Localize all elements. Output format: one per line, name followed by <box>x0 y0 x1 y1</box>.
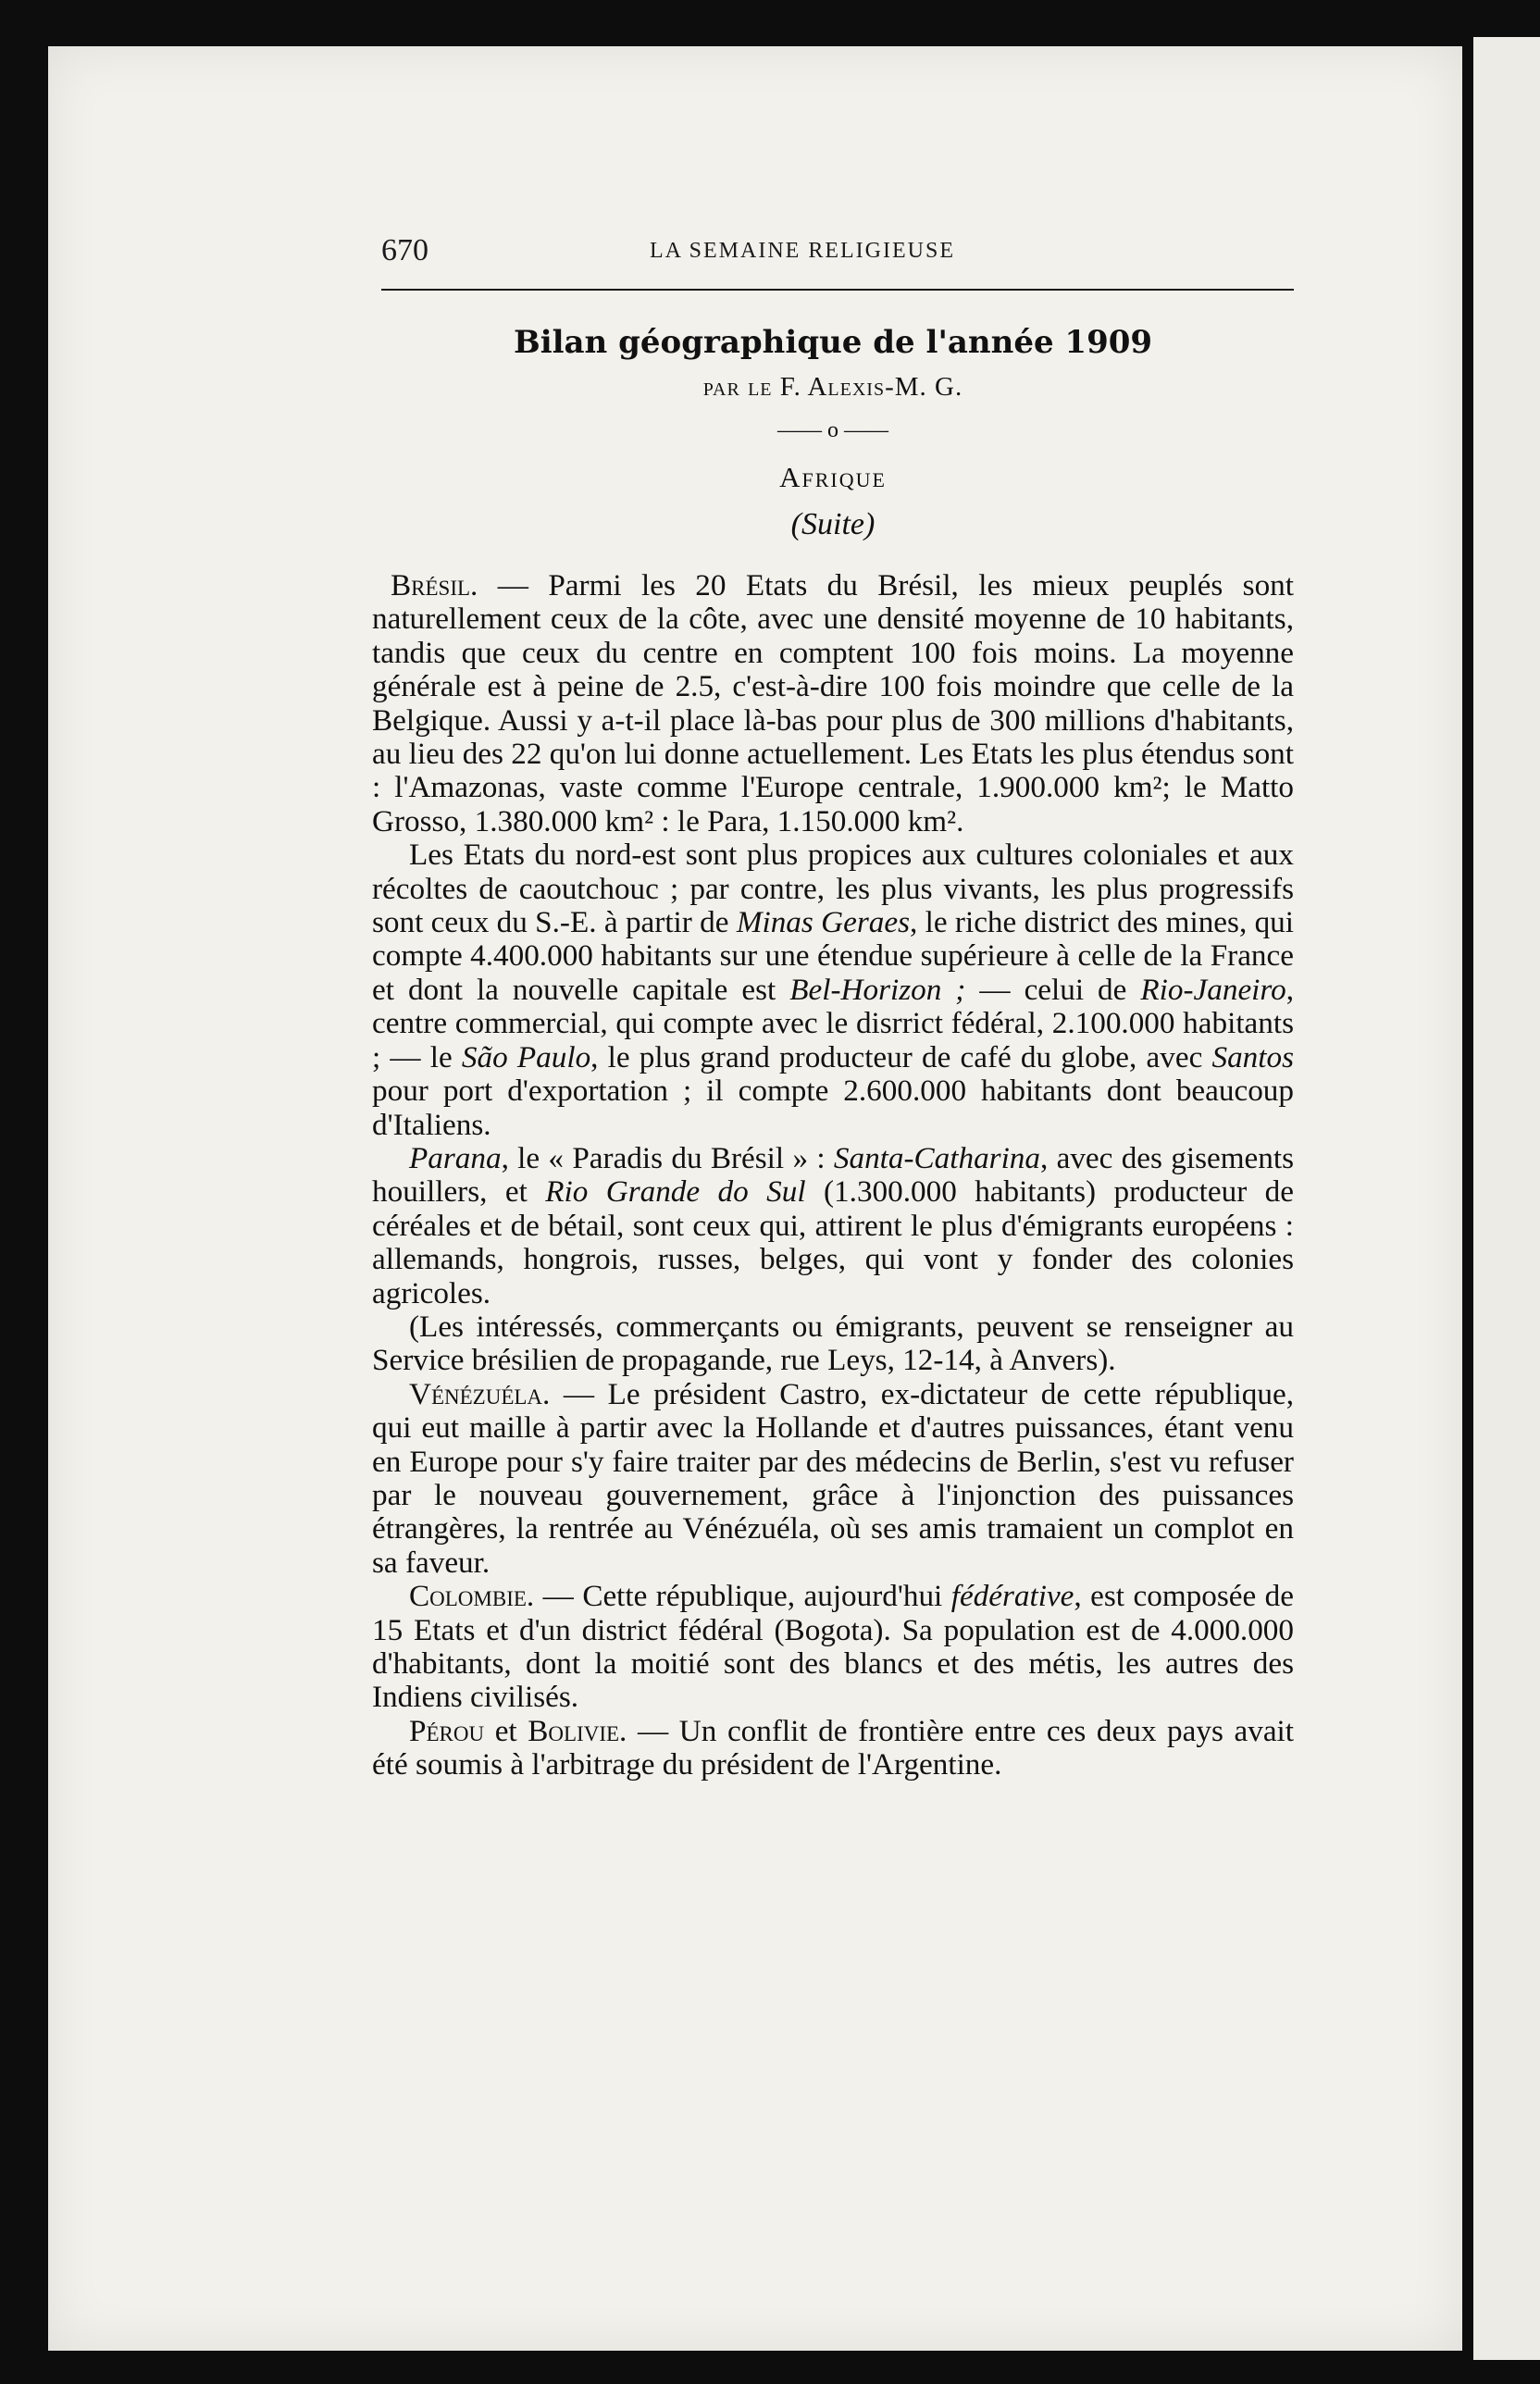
page-header <box>381 233 1294 291</box>
paragraph-text: pour port d'exportation ; il compte 2.600.000 habitants dont beaucoup d'Italiens. <box>372 1074 1294 1142</box>
paragraph-venezuela <box>372 1378 1294 1580</box>
paragraph-text: (1.300.000 habitants) producteur de céréales et de bétail, sont ceux qui, attirent le plus d'émigrants européens : allemands, hongrois, russes, belges, qui vont y fonder des colonies agricoles. <box>372 1174 1295 1310</box>
paragraph-text: — Le président Castro, ex-dictateur de cette république, qui eut maille à partir avec la Hollande et d'autres puissances, étant venu en Europe pour s'y faire traiter par des médecins de Berlin, s'est vu refuser par le nouveau gouvernement, grâce à l'injonction des puissances étrangères, la rentrée au Vénézuéla, où ses amis tramaient un complot en sa faveur. <box>372 1376 1294 1580</box>
paragraph-etats <box>372 838 1294 1142</box>
paragraph-text: , centre commercial, qui compte avec le disrrict fédéral, 2.100.000 habitants ; — le <box>372 972 1294 1074</box>
paragraph-text: , le riche district des mines, qui compte 4.400.000 habitants sur une étendue supérieure à celle de la France et dont la nouvelle capitale est <box>372 905 1294 1007</box>
paragraph-text: Les Etats du nord-est sont plus propices aux cultures coloniales et aux récoltes de caoutchouc ; par contre, les plus vivants, les plus progressifs sont ceux du S.-E. à partir de <box>372 838 1294 940</box>
adjacent-page-edge <box>1473 37 1540 2360</box>
running-title: LA SEMAINE RELIGIEUSE <box>650 239 955 263</box>
paragraph-text: et <box>484 1713 528 1748</box>
byline: par le F. Alexis-M. G. <box>702 372 963 402</box>
place-name: Rio Grande do Sul <box>545 1174 806 1210</box>
place-name: Santa-Catharina <box>833 1140 1040 1175</box>
country-lead: Pérou <box>409 1713 485 1748</box>
paragraph-text: — Un conflit de frontière entre ces deux pays avait été soumis à l'arbitrage du président de l'Argentine. <box>372 1713 1294 1782</box>
country-lead: Colombie. <box>409 1579 535 1614</box>
paragraph-note <box>372 1310 1294 1378</box>
country-lead: Brésil. <box>391 568 478 602</box>
article-title: Bilan géographique de l'année 1909 <box>513 324 1153 361</box>
country-lead: Bolivie. <box>528 1713 627 1748</box>
separator: —— o —— <box>777 418 888 442</box>
place-name: São Paulo <box>461 1039 591 1074</box>
paragraph-bresil <box>372 569 1294 838</box>
place-name: Minas Geraes <box>736 905 910 940</box>
paragraph-text: , est composée de 15 Etats et d'un district fédéral (Bogota). Sa population est de 4.000.000 d'habitants, dont la moitié sont des blancs et des métis, les autres des Indiens civilisés. <box>372 1579 1294 1715</box>
paragraph-parana <box>372 1142 1294 1310</box>
paragraph-text: , le « Paradis du Brésil » : <box>501 1140 834 1175</box>
place-name: Rio-Janeiro <box>1140 972 1286 1007</box>
emphasis: fédérative <box>950 1579 1074 1614</box>
page-number: 670 <box>381 233 428 267</box>
section-heading: Afrique <box>779 461 887 493</box>
paragraph-text: — celui de <box>965 972 1141 1007</box>
paragraph-perou-bolivie <box>372 1715 1294 1782</box>
paragraph-text: , avec des gisements houillers, et <box>372 1140 1294 1210</box>
article-body <box>372 569 1294 1782</box>
paragraph-text: — Parmi les 20 Etats du Brésil, les mieux peuplés sont naturellement ceux de la côte, avec une densité moyenne de 10 habitants, tandis que ceux du centre en comptent 100 fois moins. La moyenne générale est à peine de 2.5, c'est-à-dire 100 fois moindre que celle de la Belgique. Aussi y a-t-il place là-bas pour plus de 300 millions d'habitants, au lieu des 22 qu'on lui donne actuellement. Les Etats les plus étendus sont : l'Amazonas, vaste comme l'Europe centrale, 1.900.000 km²; le Matto Grosso, 1.380.000 km² : le Para, 1.150.000 km². <box>372 568 1294 838</box>
continuation-note: (Suite) <box>790 507 876 541</box>
country-lead: Vénézuéla. <box>409 1376 551 1411</box>
place-name: Santos <box>1211 1039 1294 1074</box>
paragraph-colombie <box>372 1580 1294 1715</box>
article-heading <box>370 319 1296 547</box>
place-name: Parana <box>409 1140 502 1175</box>
place-name: Bel-Horizon ; <box>789 972 966 1007</box>
paragraph-text: , le plus grand producteur de café du globe, avec <box>590 1039 1212 1074</box>
paragraph-text: — Cette république, aujourd'hui <box>534 1579 951 1614</box>
paragraph-text: (Les intéressés, commerçants ou émigrants, peuvent se renseigner au Service brésilien de propagande, rue Leys, 12-14, à Anvers). <box>372 1309 1294 1378</box>
